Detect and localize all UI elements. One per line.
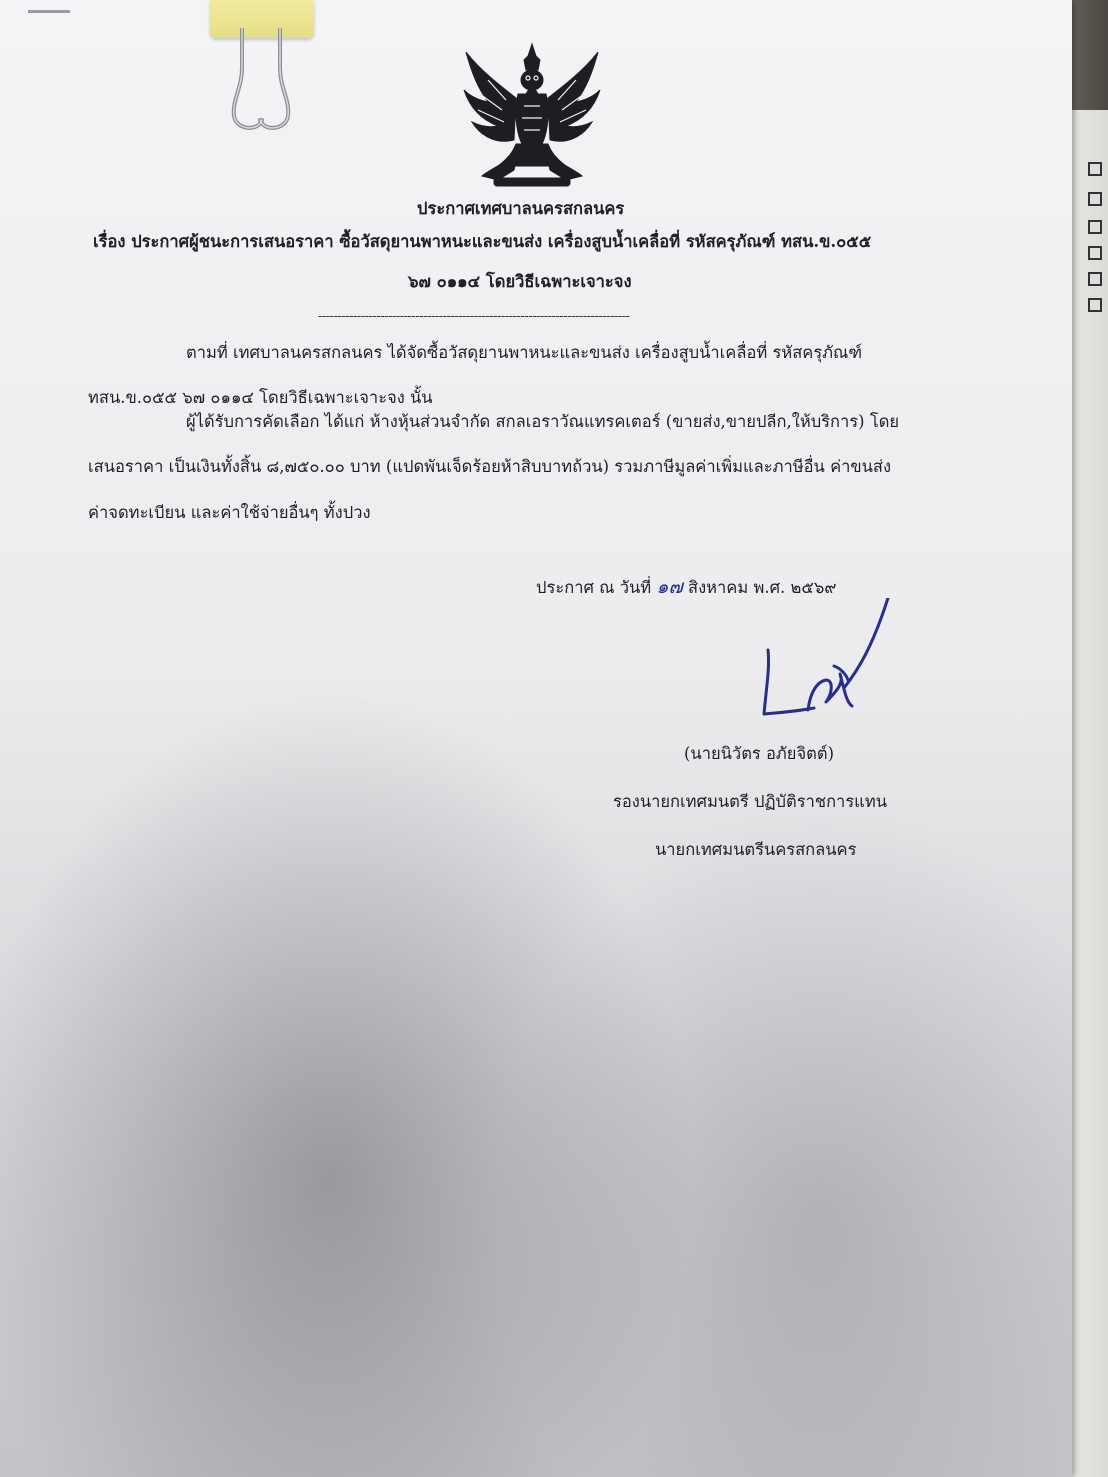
signer-name: (นายนิวัตร อภัยจิตต์) xyxy=(684,744,835,763)
signer-position-2: นายกเทศมนตรีนครสกลนคร xyxy=(655,840,857,859)
garuda-emblem-icon xyxy=(458,40,606,190)
handwritten-signature xyxy=(748,598,898,723)
subject-line-2: ๖๗ ๐๑๑๔ โดยวิธีเฉพาะเจาะจง xyxy=(408,272,632,291)
paragraph-2-line-3: ค่าจดทะเบียน และค่าใช้จ่ายอื่นๆ ทั้งปวง xyxy=(88,503,371,522)
paragraph-2-line-1: ผู้ได้รับการคัดเลือก ได้แก่ ห้างหุ้นส่วนจำกัด สกลเอราวัณแทรคเตอร์ (ขายส่ง,ขายปลีก,ให้บริการ) โดย xyxy=(186,412,900,431)
paper-mark xyxy=(28,10,70,13)
binder-clip-wire-icon xyxy=(228,28,294,132)
signer-position-1: รองนายกเทศมนตรี ปฏิบัติราชการแทน xyxy=(613,792,887,811)
checkbox-mark-6 xyxy=(1088,298,1102,312)
paragraph-1-line-2: ทสน.ข.๐๕๕ ๖๗ ๐๑๑๔ โดยวิธีเฉพาะเจาะจง นั้น xyxy=(88,388,433,407)
checkbox-mark-1 xyxy=(1088,162,1102,176)
date-day-handwritten: ๑๗ xyxy=(656,576,683,598)
paragraph-2-line-2: เสนอราคา เป็นเงินทั้งสิ้น ๘,๗๕๐.๐๐ บาท (แปดพันเจ็ดร้อยห้าสิบบาทถ้วน) รวมภาษีมูลค่าเพิ่มและภาษีอื่น ค่าขนส่ง xyxy=(88,457,892,476)
date-prefix: ประกาศ ณ วันที่ xyxy=(536,578,652,597)
paragraph-1-line-1: ตามที่ เทศบาลนครสกลนคร ได้จัดซื้อวัสดุยานพาหนะและขนส่ง เครื่องสูบน้ำเคลื่อที่ รหัสครุภัณฑ์ xyxy=(186,343,863,362)
organization-heading: ประกาศเทศบาลนครสกลนคร xyxy=(417,199,625,218)
date-suffix: สิงหาคม พ.ศ. ๒๕๖๙ xyxy=(688,578,837,597)
checkbox-mark-2 xyxy=(1088,192,1102,206)
checkbox-mark-4 xyxy=(1088,246,1102,260)
checkbox-mark-5 xyxy=(1088,272,1102,286)
announcement-date-line xyxy=(536,578,836,597)
subject-line-1: เรื่อง ประกาศผู้ชนะการเสนอราคา ซื้อวัสดุยานพาหนะและขนส่ง เครื่องสูบน้ำเคลื่อที่ รหัสครุภัณฑ์ ทสน.ข.๐๕๕ xyxy=(93,232,872,251)
checkbox-mark-3 xyxy=(1088,220,1102,234)
header-divider: -------------------------------------------------------------------------------- xyxy=(318,309,630,324)
